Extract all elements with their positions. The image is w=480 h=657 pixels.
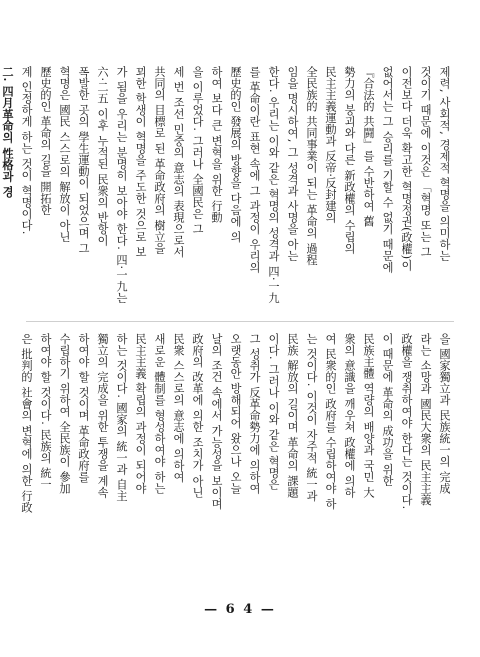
text-line: 共同의 目標로 된 革命政府의 樹立을	[153, 66, 166, 254]
text-line: 獨立의 完成을 위한 투쟁을 계속	[96, 333, 109, 498]
text-line: 勢力의 붕괴와 다른 新政權의 수립의	[343, 66, 356, 254]
text-line: 歷史的인 發展의 방향을 다음에 의	[229, 66, 242, 243]
text-line: 오랫동안 방해되어 왔으나 오늘	[229, 333, 242, 495]
page-number: — 6 4 —	[204, 602, 276, 617]
block-divider	[26, 321, 454, 322]
text-line: 라는 소망과 國民大衆의 民主主義	[419, 333, 432, 506]
text-line: 세 번 조선 민중의 意志의 表現으로서	[172, 66, 185, 258]
text-line: 이다. 그러나 이와 같은 혁명은	[267, 333, 280, 491]
text-line: 이 때문에 革命의 成功을 위한	[381, 333, 394, 487]
text-line: 衆의 意識을 깨우쳐 政權에 의하	[343, 333, 356, 498]
text-line: 수립하기 위하여 全民族이 參加	[58, 333, 71, 495]
text-line: 임을 명시하여, 그 성격과 사명을 아는	[286, 66, 299, 262]
text-line: 政府의 改革에 의한 조치가 아닌	[191, 333, 204, 498]
text-line: 는 것이다. 이것이 자주적 統一과	[305, 333, 318, 502]
text-line: 을 이루었다. 그러나 全國民은 그	[191, 66, 204, 235]
text-line: 제력, 사회적, 경제적 혁명을 의미하는	[438, 66, 451, 262]
top-text-block	[0, 66, 454, 310]
text-line: 새로운 體制를 형성하여야 하는	[153, 333, 166, 495]
text-line: 이전보다 더욱 확고한 혁명정권(政權)이	[400, 66, 413, 271]
text-line: 것이기 때문에 이것은 「혁명 또는 그	[419, 66, 432, 258]
text-line: 은 批判的 社會의 변혁에 의한 行政	[20, 333, 33, 514]
text-line: 하여 보다 큰 변혁을 위한 行動	[210, 66, 223, 224]
section-heading: 二. 四月革命의 性格과 경	[1, 66, 15, 198]
text-line: 民主主義 확립의 과정이 되어야	[134, 333, 147, 495]
text-line: 가 됨을 우리는 분명히 보아야 한다. 四·一九는	[115, 66, 128, 304]
text-line: 하는 것이다. 國家의 統一과 自主	[115, 333, 128, 502]
text-line: 하여야 할 것이며 革命政府를	[77, 333, 90, 483]
text-line: 계 인정하게 하는 것이 혁명이다.	[20, 66, 33, 235]
text-line: 한다. 우리는 이와 같은 혁명의 성격과 四·一九	[267, 66, 280, 304]
text-line: 民主主義運動과 反帝·反封建의	[324, 66, 337, 224]
text-line: 을 國家獨立과 民族統一의 完成	[438, 333, 451, 495]
text-line: 『合法的 共闘』를 수반하여 舊	[362, 66, 375, 228]
text-line: 歷史的인 革命의 길을 開拓한	[39, 66, 52, 216]
text-line: 民族 解放의 길이며 革命의 課題	[286, 333, 299, 498]
text-line: 全民族的 共同事業이 되는 革命의 過程	[305, 66, 318, 266]
text-line: 폭발한 곳의 學生運動이 되었으며 그	[77, 66, 90, 254]
text-line: 六·二五 이후 누적된 民衆의 반항이	[96, 66, 109, 247]
text-line: 없어서는 그 승리를 기할 수 없기 때문에	[381, 66, 394, 274]
text-line: 民衆 스스로의 意志에 의하여	[172, 333, 185, 483]
text-line: 혁명은 國民 스스로의 解放이 아닌	[58, 66, 71, 243]
text-line: 하여야 할 것이다. 民族의 統一	[39, 333, 52, 491]
text-line: 그 성취가 反革命勢力에 의하여	[248, 333, 261, 495]
bottom-text-block	[17, 333, 454, 591]
text-line: 를 革命이란 표현 속에 그 과정이 우리의	[248, 66, 261, 274]
text-line: 政權을 쟁취하여야 한다는 것이다.	[400, 333, 413, 510]
text-line: 여 民衆的인 政府를 수립하여야 하	[324, 333, 337, 510]
text-line: 民族主體 역량의 배양과 국민 大	[362, 333, 375, 498]
text-line: 날의 조건 속에서 가능성을 보이며	[210, 333, 223, 510]
text-line: 꾀한 학생이 혁명을 주도한 것으로 보	[134, 66, 147, 258]
